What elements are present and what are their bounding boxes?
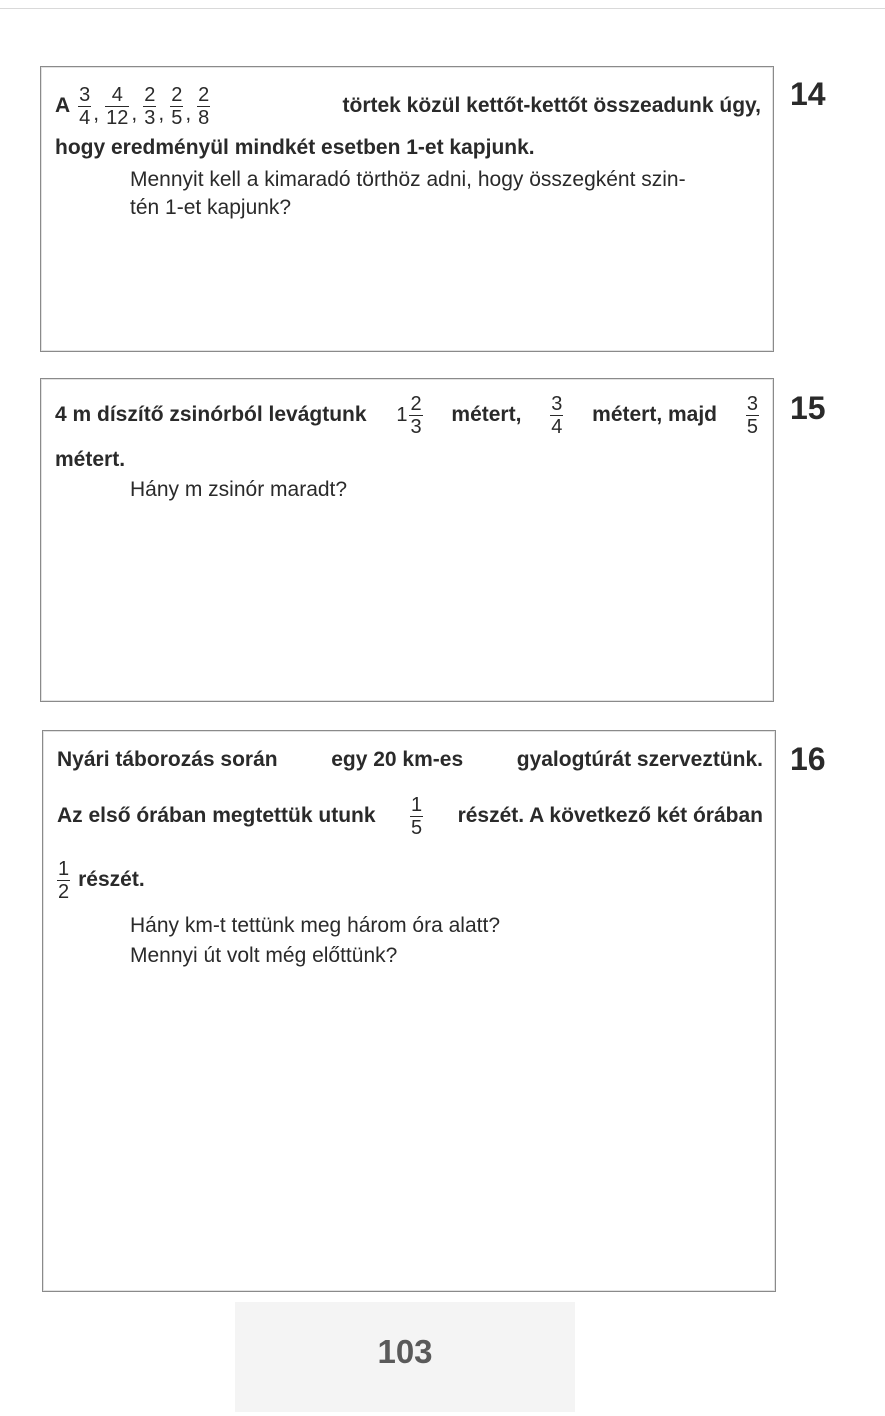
task-box-16 — [42, 730, 776, 1292]
fraction-1-2: $\frac{1}{2}$ — [58, 857, 70, 903]
fraction-3-4: $\frac{3}{4}$ — [551, 392, 563, 438]
task-16-text-b: egy 20 km-es — [331, 748, 464, 771]
task-16-text-e: részét. A következő két órában — [457, 804, 763, 827]
task-box-14 — [40, 66, 774, 352]
task-15-line-2: métert. — [55, 448, 126, 471]
task-16-text-f: részét. — [78, 868, 145, 891]
task-16-line-1 — [57, 747, 763, 773]
top-rule — [0, 8, 885, 9]
fraction-2-8: $\frac{2}{8}$ — [198, 83, 210, 129]
fraction-2-3: $\frac{2}{3}$ — [410, 392, 422, 438]
task-14-fraction-list: A $\frac{3}{4}$ , $\frac{4}{12}$ , $\frac{2}{3}$ , $\frac{2}{5}$ , $\frac{2}{8}$ — [55, 83, 210, 129]
task-15-text-c: métert, majd — [592, 403, 718, 426]
fraction-2-5: $\frac{2}{5}$ — [171, 83, 183, 129]
task-16-text-a: Nyári táborozás során — [57, 748, 278, 771]
task-14-statement-end: törtek közül kettőt-kettőt összeadunk úgy, — [342, 94, 761, 117]
fraction-2-3: $\frac{2}{3}$ — [144, 83, 156, 129]
fraction-3-4: $\frac{3}{4}$ — [79, 83, 91, 129]
task-14-lead-a: A — [55, 94, 71, 117]
task-16-line-2 — [57, 789, 763, 843]
task-16-question-1: Hány km-t tettünk meg három óra alatt? — [130, 914, 500, 937]
fraction-4-12: $\frac{4}{12}$ — [106, 83, 129, 129]
task-15-text-b: métert, — [451, 403, 522, 426]
task-14-line-1 — [55, 79, 761, 133]
task-14-question-line-2: tén 1-et kapjunk? — [130, 196, 292, 219]
task-number-16: 16 — [790, 741, 826, 777]
task-number-14: 14 — [790, 76, 826, 112]
task-15-line-1 — [55, 387, 761, 443]
fraction-1-5: $\frac{1}{5}$ — [411, 793, 423, 839]
task-15-text-a: 4 m díszítő zsinórból levágtunk — [55, 403, 367, 426]
task-number-15: 15 — [790, 390, 826, 426]
page-number: 103 — [235, 1302, 575, 1412]
fraction-3-5: $\frac{3}{5}$ — [746, 392, 758, 438]
task-box-15 — [40, 378, 774, 702]
task-16-text-d: Az első órában megtettük utunk — [57, 804, 376, 827]
task-16-text-c: gyalogtúrát szerveztünk. — [516, 748, 763, 771]
task-14-line-2: hogy eredményül mindkét esetben 1-et kapjunk. — [55, 136, 535, 159]
task-14-question-line-1: Mennyit kell a kimaradó törthöz adni, hogy összegként szin- — [130, 168, 686, 191]
task-15-mixed-number: 1 $\frac{2}{3}$ — [396, 392, 422, 438]
task-16-question-2: Mennyi út volt még előttünk? — [130, 944, 398, 967]
task-16-line-3 — [57, 853, 763, 907]
task-15-question: Hány m zsinór maradt? — [130, 478, 348, 501]
